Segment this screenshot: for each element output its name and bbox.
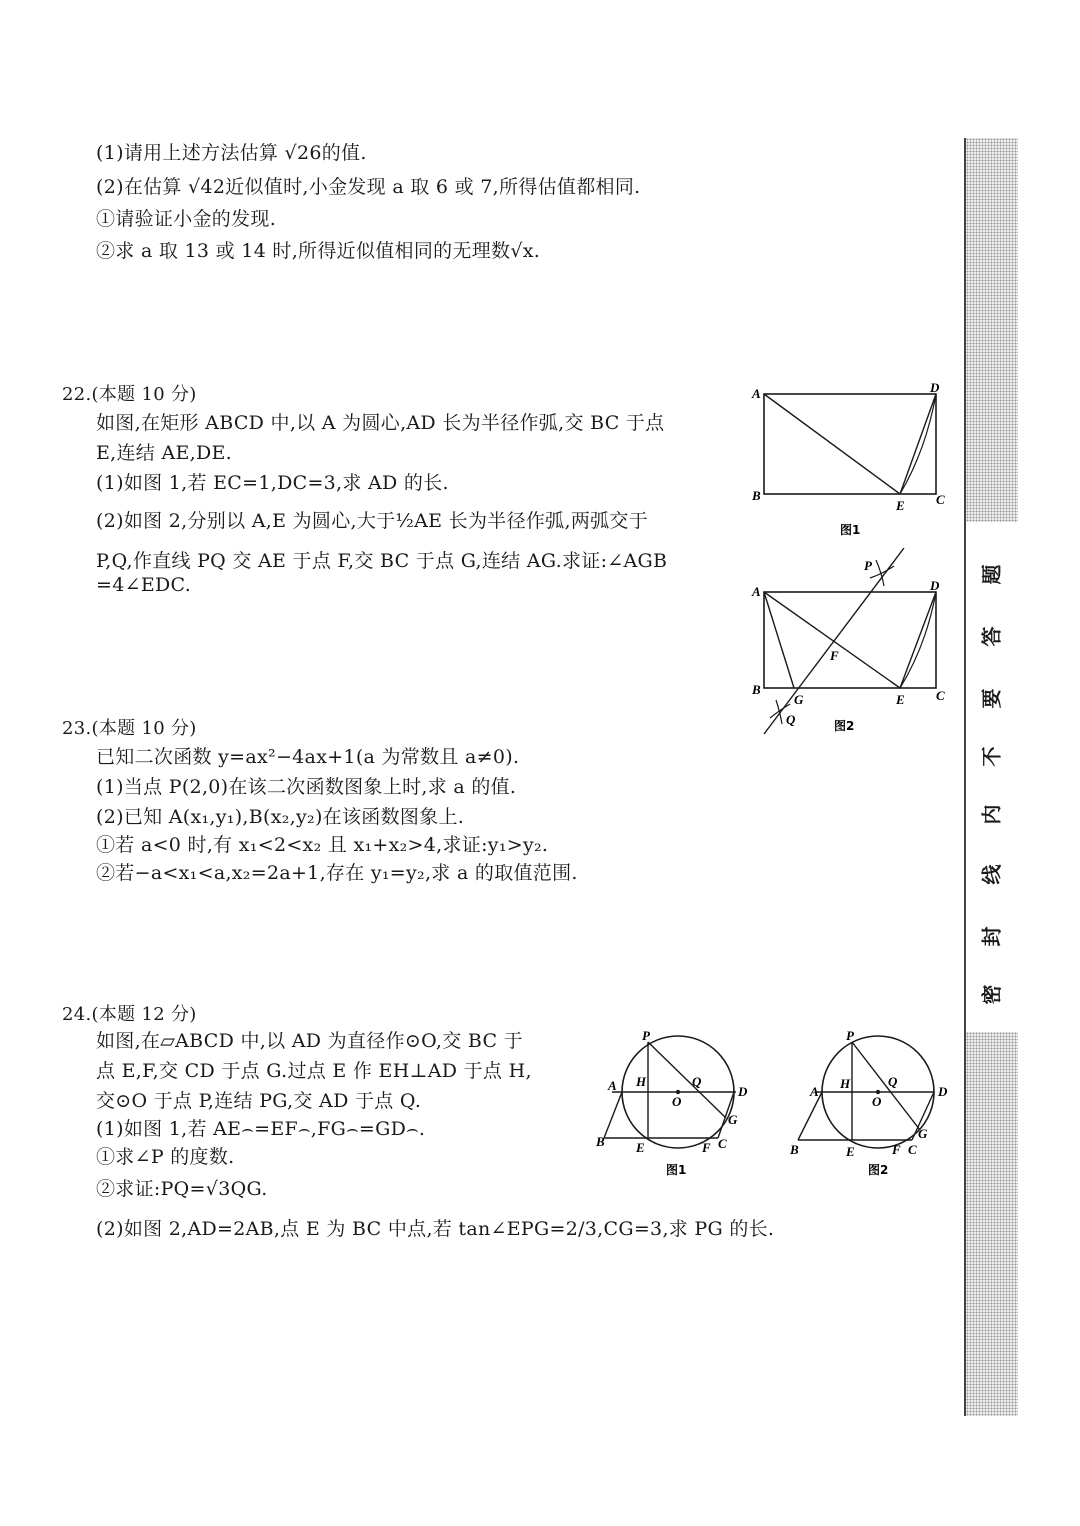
label-F: F (892, 1142, 901, 1157)
label-Q: Q (888, 1074, 898, 1089)
label-B: B (752, 488, 761, 503)
label-C: C (936, 688, 945, 703)
q22-figure-1 (748, 378, 958, 540)
label-O: O (872, 1094, 882, 1109)
label-D: D (930, 578, 940, 593)
q24-figure-1 (594, 1028, 764, 1184)
label-D: D (930, 380, 940, 395)
q22-figure-2 (748, 548, 960, 740)
label-Q: Q (786, 712, 796, 727)
figure-caption: 图1 (666, 1163, 687, 1177)
q24-part2: (2)如图 2,AD=2AB,点 E 为 BC 中点,若 tan∠EPG=2/3,CG=3,求 PG 的长. (96, 1218, 775, 1240)
q24-part1-sub1: ①求∠P 的度数. (96, 1146, 235, 1168)
label-H: H (636, 1074, 647, 1089)
label-A: A (608, 1078, 617, 1093)
q24-heading: 24.(本题 12 分) (62, 1004, 197, 1025)
q24-part1: (1)如图 1,若 AE⌢=EF⌢,FG⌢=GD⌢. (96, 1118, 426, 1140)
label-G: G (918, 1126, 928, 1141)
q23-stem: 已知二次函数 y=ax²−4ax+1(a 为常数且 a≠0). (96, 746, 520, 768)
label-A: A (810, 1084, 819, 1099)
q23-part2-sub1: ①若 a<0 时,有 x₁<2<x₂ 且 x₁+x₂>4,求证:y₁>y₂. (96, 834, 549, 856)
label-A: A (752, 584, 761, 599)
label-D: D (738, 1084, 748, 1099)
q21-part2-sub2: ②求 a 取 13 或 14 时,所得近似值相同的无理数√x. (96, 240, 541, 262)
label-E: E (896, 692, 905, 707)
label-C: C (908, 1142, 917, 1157)
label-B: B (790, 1142, 799, 1157)
q22-part2-1: (2)如图 2,分别以 A,E 为圆心,大于½AE 长为半径作弧,两弧交于 (96, 510, 649, 532)
label-E: E (636, 1140, 645, 1155)
q24-stem-2: 点 E,F,交 CD 于点 G.过点 E 作 EH⊥AD 于点 H, (96, 1060, 532, 1082)
seal-char: 封 (979, 926, 1004, 947)
label-F: F (830, 648, 839, 663)
seal-char: 题 (979, 564, 1004, 585)
label-P: P (864, 558, 872, 573)
seal-char: 答 (979, 626, 1004, 647)
label-B: B (752, 682, 761, 697)
label-B: B (596, 1134, 605, 1149)
seal-char: 线 (979, 864, 1004, 885)
label-E: E (896, 498, 905, 513)
q23-part2: (2)已知 A(x₁,y₁),B(x₂,y₂)在该函数图象上. (96, 806, 465, 828)
q21-part1: (1)请用上述方法估算 √26的值. (96, 142, 367, 164)
q23-part2-sub2: ②若−a<x₁<a,x₂=2a+1,存在 y₁=y₂,求 a 的取值范围. (96, 862, 578, 884)
seal-char: 要 (979, 688, 1004, 709)
q24-stem-3: 交⊙O 于点 P,连结 PG,交 AD 于点 Q. (96, 1090, 422, 1112)
seal-char: 内 (979, 804, 1004, 825)
q23-heading: 23.(本题 10 分) (62, 718, 197, 739)
figure-caption: 图2 (868, 1163, 889, 1177)
label-E: E (846, 1144, 855, 1159)
seal-char: 不 (979, 746, 1004, 767)
q22-part2-3: =4∠EDC. (96, 574, 192, 596)
label-P: P (642, 1028, 650, 1043)
label-O: O (672, 1094, 682, 1109)
q22-part1: (1)如图 1,若 EC=1,DC=3,求 AD 的长. (96, 472, 449, 494)
label-P: P (846, 1028, 854, 1043)
figure-caption: 图1 (840, 523, 861, 537)
label-A: A (752, 386, 761, 401)
q23-part1: (1)当点 P(2,0)在该二次函数图象上时,求 a 的值. (96, 776, 517, 798)
seal-char: 密 (979, 984, 1004, 1005)
q22-stem-2: E,连结 AE,DE. (96, 442, 233, 464)
label-G: G (728, 1112, 738, 1127)
q22-part2-2: P,Q,作直线 PQ 交 AE 于点 F,交 BC 于点 G,连结 AG.求证:∠AGB (96, 550, 668, 572)
label-D: D (938, 1084, 948, 1099)
label-G: G (794, 692, 804, 707)
seal-band (964, 522, 1022, 1032)
q21-part2: (2)在估算 √42近似值时,小金发现 a 取 6 或 7,所得估值都相同. (96, 176, 641, 198)
label-F: F (702, 1140, 711, 1155)
label-Q: Q (692, 1074, 702, 1089)
label-H: H (840, 1076, 851, 1091)
q21-part2-sub1: ①请验证小金的发现. (96, 208, 277, 230)
figure-caption: 图2 (834, 719, 855, 733)
label-C: C (718, 1136, 727, 1151)
q24-figure-2 (788, 1028, 960, 1184)
q22-heading: 22.(本题 10 分) (62, 384, 197, 405)
q24-part1-sub2: ②求证:PQ=√3QG. (96, 1178, 268, 1200)
label-C: C (936, 492, 945, 507)
q24-stem-1: 如图,在▱ABCD 中,以 AD 为直径作⊙O,交 BC 于 (96, 1030, 523, 1052)
q22-stem-1: 如图,在矩形 ABCD 中,以 A 为圆心,AD 长为半径作弧,交 BC 于点 (96, 412, 665, 434)
